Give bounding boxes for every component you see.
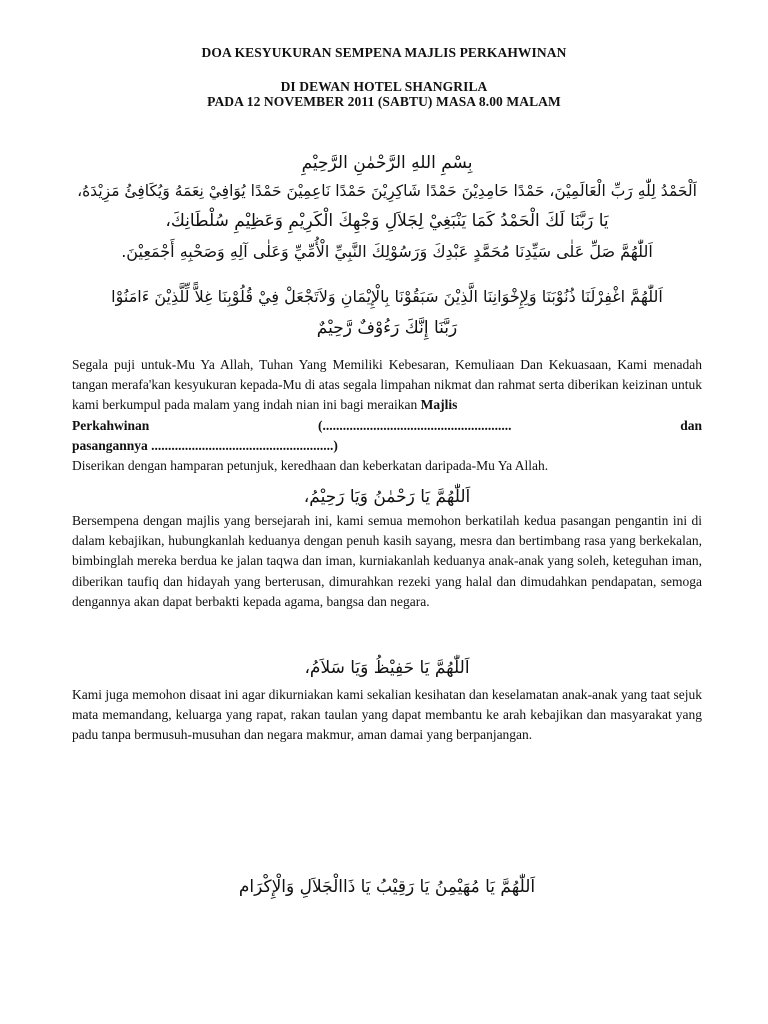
paragraph-wellbeing: Kami juga memohon disaat ini agar dikurniakan kami sekalian kesihatan dan keselamatan anak-anak yang taat sejuk mata memandang, keluarga yang rapat, rakan taulan yang dapat membantu ke arah kebajikan dan masyarakat yang padu tanpa bermusuh-musuhan dan negara makmur, aman damai yang berpanjangan. xyxy=(72,687,702,743)
arabic-salawat-line: اَللّٰهُمَّ صَلِّ عَلٰى سَيِّدِنَا مُحَمَّدٍ عَبْدِكَ وَرَسُوْلِكَ النَّبِيِّ الْأُمِّيِّ وَعَلٰى آلِهِ وَصَحْبِهِ أَجْمَعِيْنَ. xyxy=(121,242,653,261)
spouse-name-blank: pasangannya ......................................................) xyxy=(72,438,338,454)
paragraph-opening xyxy=(72,355,702,416)
venue-line: DI DEWAN HOTEL SHANGRILA xyxy=(280,79,488,94)
paragraph-opening-text: Segala puji untuk-Mu Ya Allah, Tuhan Yang Memiliki Kebesaran, Kemuliaan Dan Kekuasaan, Kami menadah tangan merafa'kan kesyukuran kepada-Mu di atas segala limpahan nikmat dan rahmat serta diberikan keizinan untuk kami berkumpul pada malam yang indah nian ini bagi meraikan xyxy=(72,357,702,413)
paragraph-blessing: Bersempena dengan majlis yang bersejarah ini, kami semua memohon berkatilah kedua pasangan pengantin ini di dalam kebajikan, hubungkanlah keduanya dengan penuh kasih sayang, mesra dan bertimbang rasa yang berkekalan, bimbinglah mereka berdua ke jalan taqwa dan iman, kurniakanlah keduanya anak-anak yang soleh, keteguhan iman, diberikan taufiq dan hidayah yang berterusan, dimurahkan rezeki yang halal dan dimudahkan pendapatan, semoga dengannya akan dapat berbakti kepada agama, bangsa dan negara. xyxy=(72,513,702,609)
arabic-supplication-line-2: رَبَّنَا إِنَّكَ رَءُوْفٌ رَّحِيْمٌ xyxy=(316,318,458,338)
couple-row-label: Perkahwinan xyxy=(72,418,150,433)
arabic-invocation-2: اَللّٰهُمَّ يَا حَفِيْظُ وَيَا سَلاَمُ، xyxy=(304,658,470,678)
arabic-invocation-1: اَللّٰهُمَّ يَا رَحْمٰنُ وَيَا رَحِيْمُ، xyxy=(303,487,471,507)
arabic-supplication-line-1: اَللّٰهُمَّ اغْفِرْلَنَا ذُنُوْبَنَا وَلِإِخْوَانِنَا الَّذِيْنَ سَبَقُوْنَا بِالْإِيْمَانِ وَلاَتَجْعَلْ فِيْ قُلُوْبِنَا غِلاًّ لِّلَّذِيْنَ ءَامَنُوْا xyxy=(111,287,663,306)
couple-name-row xyxy=(72,416,702,436)
basmalah: بِسْمِ اللهِ الرَّحْمٰنِ الرَّحِيْمِ xyxy=(301,153,473,173)
couple-row-conjunction: dan xyxy=(680,418,702,433)
paragraph-couple-names xyxy=(72,416,702,477)
arabic-invocation-3: اَللّٰهُمَّ يَا مُهَيْمِنُ يَا رَقِيْبُ يَا ذَاالْجَلاَلِ وَالْإِكْرَام xyxy=(238,877,536,897)
arabic-praise-line-1: اَلْحَمْدُ لِلّٰهِ رَبِّ الْعَالَمِيْنَ، حَمْدًا حَامِدِيْنَ حَمْدًا شَاكِرِيْنَ حَمْدًا نَاعِمِيْنَ حَمْدًا يُوَافِيْ نِعَمَهُ وَيُكَافِئُ مَزِيْدَهُ، xyxy=(77,182,697,200)
document-title: DOA KESYUKURAN SEMPENA MAJLIS PERKAHWINAN xyxy=(201,45,567,60)
paragraph-opening-closing: Diserikan dengan hamparan petunjuk, keredhaan dan keberkatan daripada-Mu Ya Allah. xyxy=(72,458,549,474)
couple-name-blank: (........................................................ xyxy=(317,418,512,433)
datetime-line: PADA 12 NOVEMBER 2011 (SABTU) MASA 8.00 MALAM xyxy=(207,94,561,109)
paragraph-opening-highlight: Majlis xyxy=(420,397,458,413)
arabic-praise-line-2: يَا رَبَّنَا لَكَ الْحَمْدُ كَمَا يَنْبَغِيْ لِجَلاَلِ وَجْهِكَ الْكَرِيْمِ وَعَظِيْمِ سُلْطَانِكَ، xyxy=(165,211,609,231)
